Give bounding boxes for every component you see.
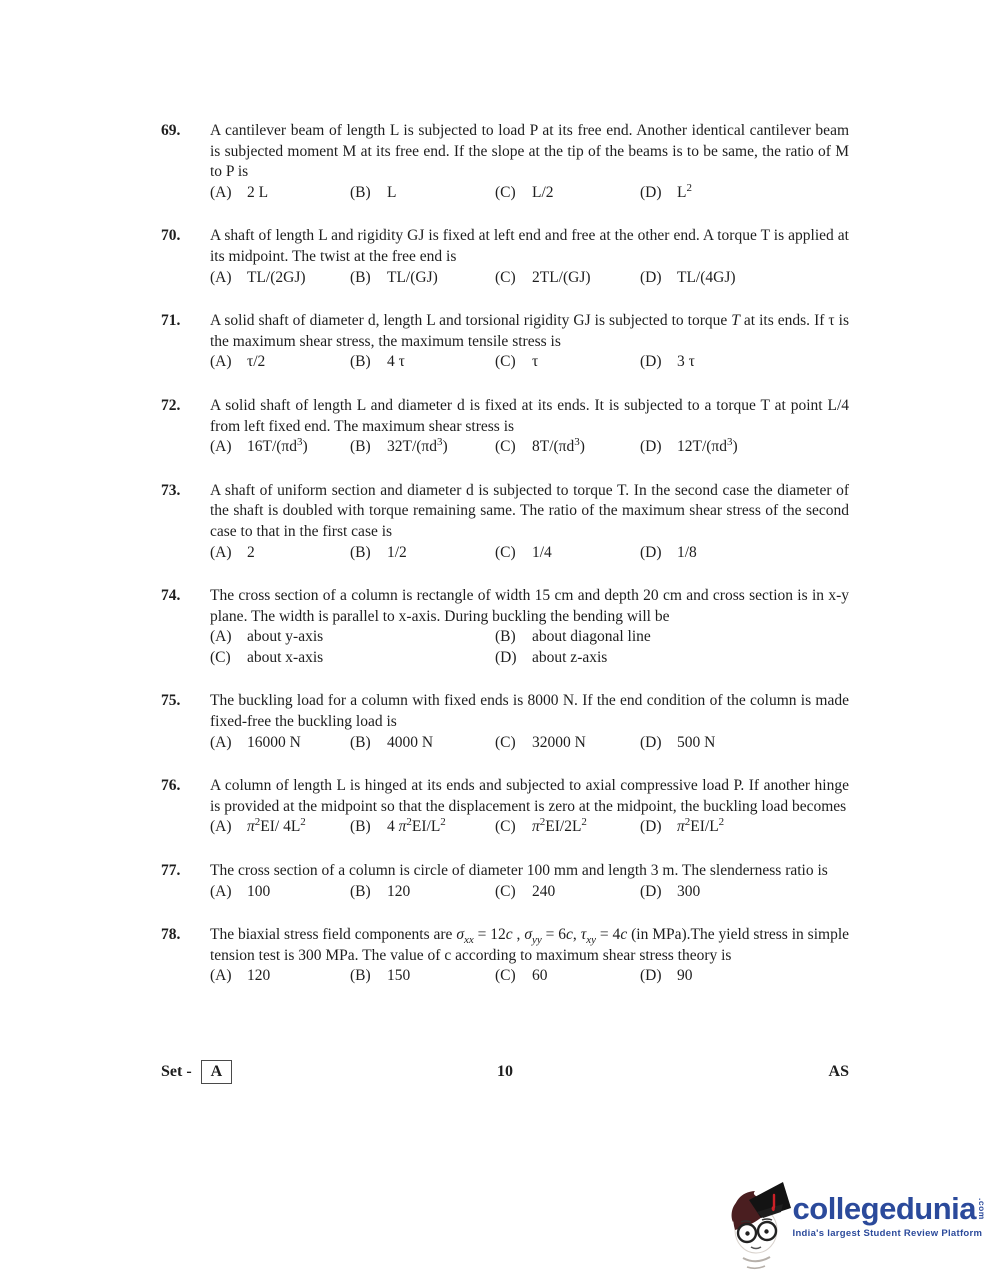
answer-option bbox=[210, 648, 495, 669]
answer-option bbox=[495, 183, 640, 204]
answer-option bbox=[210, 268, 350, 289]
answer-option bbox=[495, 882, 640, 903]
answer-option bbox=[640, 268, 849, 289]
option-label: (C) bbox=[495, 818, 516, 836]
question-number: 72. bbox=[161, 396, 181, 414]
option-value: TL/(2GJ) bbox=[247, 268, 306, 286]
question-text: A solid shaft of length L and diameter d is fixed at its ends. It is subjected to a torque T at point L/4 from left fixed end. The maximum shear stress is bbox=[210, 396, 849, 435]
option-value: $8T/(\pi d^3)$ bbox=[532, 435, 585, 456]
question-number: 75. bbox=[161, 692, 181, 710]
logo-tld-text: .com bbox=[977, 1198, 987, 1220]
question-text: The biaxial stress field components are $\sigma_{xx} = 12c$ , $\sigma_{yy} = 6c$, $\tau_{xy} = 4c$ (in MPa).The yield stress in simple tension test is 300 MPa. The value of c according to maximum shear stress theory is bbox=[210, 926, 850, 964]
answer-option bbox=[640, 543, 849, 564]
option-value: $32T/(\pi d^3)$ bbox=[387, 435, 448, 456]
question-text: A column of length L is hinged at its ends and subjected to axial compressive load P. If another hinge is provided at the midpoint so that the displacement is zero at the midpoint, the buckling load becomes bbox=[210, 777, 849, 815]
answer-option bbox=[495, 966, 640, 987]
option-label: (A) bbox=[210, 438, 232, 456]
option-value: 90 bbox=[677, 967, 693, 985]
collegedunia-logo bbox=[723, 1176, 987, 1270]
option-value: about x-axis bbox=[247, 648, 324, 666]
question-number: 71. bbox=[161, 312, 181, 330]
option-value: 2TL/(GJ) bbox=[532, 268, 591, 286]
option-value: about y-axis bbox=[247, 628, 324, 646]
logo-brand-text: collegedunia bbox=[792, 1191, 976, 1226]
option-label: (A) bbox=[210, 543, 232, 561]
question-text: A shaft of uniform section and diameter d is subjected to torque T. In the second case the diameter of the shaft is doubled with torque remaining same. The ratio of the maximum shear stress of the second case to that in the first case is bbox=[210, 481, 849, 540]
option-label: (A) bbox=[210, 967, 232, 985]
option-label: (B) bbox=[495, 628, 516, 646]
answer-option bbox=[350, 817, 495, 838]
question-text: A cantilever beam of length L is subjected to load P at its free end. Another identical cantilever beam is subjected moment M at its free end. If the slope at the tip of the beams is to be same, the ratio of M to P is bbox=[210, 122, 849, 181]
option-label: (B) bbox=[350, 268, 371, 286]
options-row bbox=[210, 817, 849, 838]
question-number: 77. bbox=[161, 862, 181, 880]
answer-option bbox=[210, 817, 350, 838]
answer-option bbox=[350, 183, 495, 204]
logo-text-block bbox=[792, 1191, 987, 1239]
question-number: 76. bbox=[161, 777, 181, 795]
options-row bbox=[210, 268, 849, 289]
options-row bbox=[210, 183, 849, 204]
question-73 bbox=[161, 481, 849, 563]
option-label: (C) bbox=[495, 268, 516, 286]
option-label: (C) bbox=[210, 648, 231, 666]
answer-option bbox=[640, 733, 849, 754]
answer-option bbox=[350, 268, 495, 289]
answer-option bbox=[210, 352, 350, 373]
answer-option bbox=[640, 817, 849, 838]
option-value: 4 τ bbox=[387, 353, 405, 371]
option-value: 32000 N bbox=[532, 733, 586, 751]
option-label: (A) bbox=[210, 628, 232, 646]
options-row bbox=[210, 437, 849, 458]
option-value: $L^2$ bbox=[677, 181, 692, 201]
answer-option bbox=[350, 882, 495, 903]
question-body bbox=[210, 121, 849, 203]
option-value: 240 bbox=[532, 882, 556, 900]
option-value: 120 bbox=[387, 882, 411, 900]
answer-option bbox=[495, 627, 849, 648]
question-number: 74. bbox=[161, 587, 181, 605]
answer-option bbox=[210, 543, 350, 564]
question-75 bbox=[161, 691, 849, 753]
option-value: TL/(4GJ) bbox=[677, 268, 736, 286]
options-row bbox=[210, 543, 849, 564]
option-label: (D) bbox=[640, 543, 662, 561]
option-value: L bbox=[387, 183, 397, 201]
option-value: about z-axis bbox=[532, 648, 608, 666]
answer-option bbox=[350, 437, 495, 458]
answer-option bbox=[350, 543, 495, 564]
option-value: τ bbox=[532, 353, 539, 371]
option-value: 4 $\pi^2EI/L^2$ bbox=[387, 816, 446, 836]
answer-option bbox=[495, 543, 640, 564]
option-value: 1/2 bbox=[387, 543, 407, 561]
option-label: (C) bbox=[495, 543, 516, 561]
answer-option bbox=[350, 966, 495, 987]
options-row bbox=[210, 966, 849, 987]
question-body bbox=[210, 776, 849, 838]
option-label: (D) bbox=[495, 648, 517, 666]
question-body bbox=[210, 396, 849, 458]
option-value: 500 N bbox=[677, 733, 716, 751]
answer-option bbox=[495, 352, 640, 373]
question-body bbox=[210, 925, 849, 987]
option-label: (D) bbox=[640, 268, 662, 286]
option-label: (D) bbox=[640, 967, 662, 985]
answer-option bbox=[210, 882, 350, 903]
answer-option bbox=[640, 882, 849, 903]
question-text: The cross section of a column is rectangle of width 15 cm and depth 20 cm and cross section is in x-y plane. The width is parallel to x-axis. During buckling the bending will be bbox=[210, 587, 849, 625]
option-label: (D) bbox=[640, 733, 662, 751]
answer-option bbox=[210, 966, 350, 987]
options-row bbox=[210, 352, 849, 373]
question-body bbox=[210, 311, 849, 373]
question-76 bbox=[161, 776, 849, 838]
logo-tagline: India's largest Student Review Platform bbox=[792, 1228, 983, 1239]
question-text: The cross section of a column is circle of diameter 100 mm and length 3 m. The slenderness ratio is bbox=[210, 862, 828, 880]
question-number: 69. bbox=[161, 122, 181, 139]
option-label: (D) bbox=[640, 882, 662, 900]
answer-option bbox=[640, 437, 849, 458]
option-label: (D) bbox=[640, 438, 662, 456]
option-value: 120 bbox=[247, 967, 271, 985]
question-74 bbox=[161, 586, 849, 668]
question-69 bbox=[161, 121, 849, 203]
mascot-icon bbox=[723, 1178, 791, 1270]
question-body bbox=[210, 226, 849, 288]
option-value: 2 bbox=[247, 543, 255, 561]
option-label: (C) bbox=[495, 353, 516, 371]
option-value: $12T/(\pi d^3)$ bbox=[677, 435, 738, 456]
option-value: about diagonal line bbox=[532, 628, 651, 646]
option-label: (B) bbox=[350, 353, 371, 371]
option-value: TL/(GJ) bbox=[387, 268, 438, 286]
question-text: The buckling load for a column with fixed ends is 8000 N. If the end condition of the column is made fixed-free the buckling load is bbox=[210, 692, 849, 731]
paper-code: AS bbox=[828, 1063, 849, 1080]
question-number: 78. bbox=[161, 926, 181, 944]
question-body bbox=[210, 586, 849, 668]
options-row bbox=[210, 627, 849, 668]
answer-option bbox=[495, 268, 640, 289]
option-value: 4000 N bbox=[387, 733, 434, 751]
option-label: (C) bbox=[495, 183, 516, 201]
answer-option bbox=[350, 733, 495, 754]
question-body bbox=[210, 481, 849, 563]
option-label: (B) bbox=[350, 818, 371, 836]
question-body bbox=[210, 861, 849, 902]
question-70 bbox=[161, 226, 849, 288]
option-label: (A) bbox=[210, 733, 232, 751]
option-label: (B) bbox=[350, 882, 371, 900]
options-row bbox=[210, 733, 849, 754]
set-label: Set - bbox=[161, 1063, 192, 1080]
option-label: (A) bbox=[210, 818, 232, 836]
option-label: (D) bbox=[640, 353, 662, 371]
answer-option bbox=[640, 966, 849, 987]
answer-option bbox=[495, 733, 640, 754]
question-text: A shaft of length L and rigidity GJ is fixed at left end and free at the other end. A torque T is applied at its midpoint. The twist at the free end is bbox=[210, 227, 849, 265]
set-value-box: A bbox=[201, 1060, 233, 1084]
page-footer bbox=[161, 1060, 849, 1084]
option-value: 16000 N bbox=[247, 733, 301, 751]
question-78 bbox=[161, 925, 849, 987]
option-label: (A) bbox=[210, 183, 232, 201]
option-label: (D) bbox=[640, 818, 662, 836]
option-label: (B) bbox=[350, 183, 371, 201]
question-body bbox=[210, 691, 849, 753]
option-value: 3 τ bbox=[677, 353, 695, 371]
option-label: (C) bbox=[495, 733, 516, 751]
questions-area bbox=[161, 121, 849, 1010]
question-text: A solid shaft of diameter d, length L and torsional rigidity GJ is subjected to torque T at its ends. If τ is the maximum shear stress, the maximum tensile stress is bbox=[210, 312, 849, 350]
question-number: 73. bbox=[161, 481, 181, 499]
answer-option bbox=[210, 627, 495, 648]
option-value: $\pi^2EI/L^2$ bbox=[677, 816, 725, 836]
answer-option bbox=[210, 733, 350, 754]
option-value: 60 bbox=[532, 967, 548, 985]
set-indicator bbox=[161, 1060, 497, 1084]
answer-option bbox=[640, 183, 849, 204]
option-value: 100 bbox=[247, 882, 271, 900]
option-label: (B) bbox=[350, 438, 371, 456]
answer-option bbox=[210, 437, 350, 458]
answer-option bbox=[495, 817, 640, 838]
answer-option bbox=[350, 352, 495, 373]
answer-option bbox=[640, 352, 849, 373]
option-label: (B) bbox=[350, 967, 371, 985]
option-value: 150 bbox=[387, 967, 411, 985]
answer-option bbox=[495, 648, 849, 669]
option-label: (A) bbox=[210, 268, 232, 286]
option-value: 1/4 bbox=[532, 543, 552, 561]
option-label: (B) bbox=[350, 543, 371, 561]
option-label: (A) bbox=[210, 882, 232, 900]
option-label: (B) bbox=[350, 733, 371, 751]
question-number: 70. bbox=[161, 227, 181, 245]
question-77 bbox=[161, 861, 849, 902]
option-label: (D) bbox=[640, 183, 662, 201]
answer-option bbox=[210, 183, 350, 204]
option-value: 2 L bbox=[247, 183, 269, 201]
option-value: $16T/(\pi d^3)$ bbox=[247, 435, 308, 456]
option-value: τ/2 bbox=[247, 353, 266, 371]
option-value: $\pi^2EI/2L^2$ bbox=[532, 816, 587, 836]
answer-option bbox=[495, 437, 640, 458]
question-72 bbox=[161, 396, 849, 458]
option-value: 1/8 bbox=[677, 543, 697, 561]
option-value: 300 bbox=[677, 882, 701, 900]
option-value: L/2 bbox=[532, 183, 554, 201]
option-label: (C) bbox=[495, 438, 516, 456]
options-row bbox=[210, 882, 849, 903]
page-number: 10 bbox=[497, 1063, 513, 1080]
option-label: (C) bbox=[495, 967, 516, 985]
option-value: $\pi^2EI/$ $4L^2$ bbox=[247, 816, 306, 836]
question-71 bbox=[161, 311, 849, 373]
option-label: (A) bbox=[210, 353, 232, 371]
option-label: (C) bbox=[495, 882, 516, 900]
